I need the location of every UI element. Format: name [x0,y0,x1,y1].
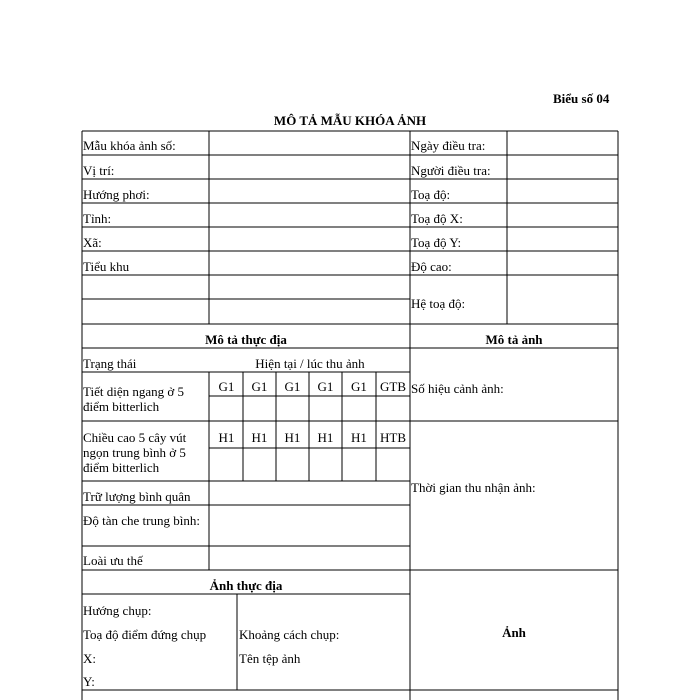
x-label: X: [83,651,96,666]
g-col-1: G1 [218,379,235,394]
elevation-label: Độ cao: [411,259,452,274]
location-label: Vị trí: [83,163,115,178]
status-label: Trạng thái [83,356,137,371]
field-description-header: Mô tả thực địa [205,332,287,347]
acquisition-time-label: Thời gian thu nhận ảnh: [411,480,536,495]
status-note: Hiện tại / lúc thu ảnh [255,356,365,371]
height-label: Chiều cao 5 cây vút ngọn trung bình ở 5 điểm bitterlich [83,430,187,475]
shooting-direction-label: Hướng chụp: [83,603,152,618]
g-col-5: G1 [351,379,367,394]
volume-label: Trữ lượng bình quân [83,489,191,504]
h-col-3: H1 [284,430,301,445]
survey-date-label: Ngày điều tra: [411,138,486,153]
g-col-2: G1 [251,379,268,394]
g-col-avg: GTB [380,379,406,394]
province-label: Tỉnh: [83,211,112,226]
coord-x-label: Toạ độ X: [411,211,463,226]
shooting-distance-label: Khoảng cách chụp: [239,627,340,642]
sample-no-label: Mẫu khóa ảnh số: [83,138,176,153]
commune-label: Xã: [83,235,102,250]
g-col-4: G1 [317,379,334,394]
form-title: MÔ TẢ MẪU KHÓA ẢNH [273,113,427,128]
field-photo-header: Ảnh thực địa [209,578,283,593]
coord-system-label: Hệ toạ độ: [411,296,466,311]
scene-id-label: Số hiệu cảnh ảnh: [411,381,504,396]
surveyor-label: Người điều tra: [411,163,491,178]
aspect-label: Hướng phơi: [83,187,150,202]
file-name-label: Tên tệp ảnh [239,651,301,666]
coordinates-label: Toạ độ: [411,187,451,202]
g-col-3: G1 [284,379,301,394]
coord-y-label: Toạ độ Y: [411,235,462,250]
photo-placeholder-label: Ảnh [502,625,526,640]
h-col-5: H1 [351,430,367,445]
basal-area-label: Tiết diện ngang ở 5 điểm bitterlich [83,384,185,414]
h-col-2: H1 [251,430,268,445]
form-code: Biểu số 04 [553,91,610,106]
h-col-4: H1 [317,430,334,445]
h-col-1: H1 [218,430,235,445]
standing-point-label: Toạ độ điểm đứng chụp [83,627,207,642]
y-label: Y: [83,674,95,689]
canopy-label: Độ tàn che trung bình: [83,513,200,528]
subzone-label: Tiểu khu [83,259,130,274]
image-description-header: Mô tả ảnh [485,332,543,347]
dominant-species-label: Loài ưu thế [83,553,143,568]
h-col-avg: HTB [380,430,406,445]
